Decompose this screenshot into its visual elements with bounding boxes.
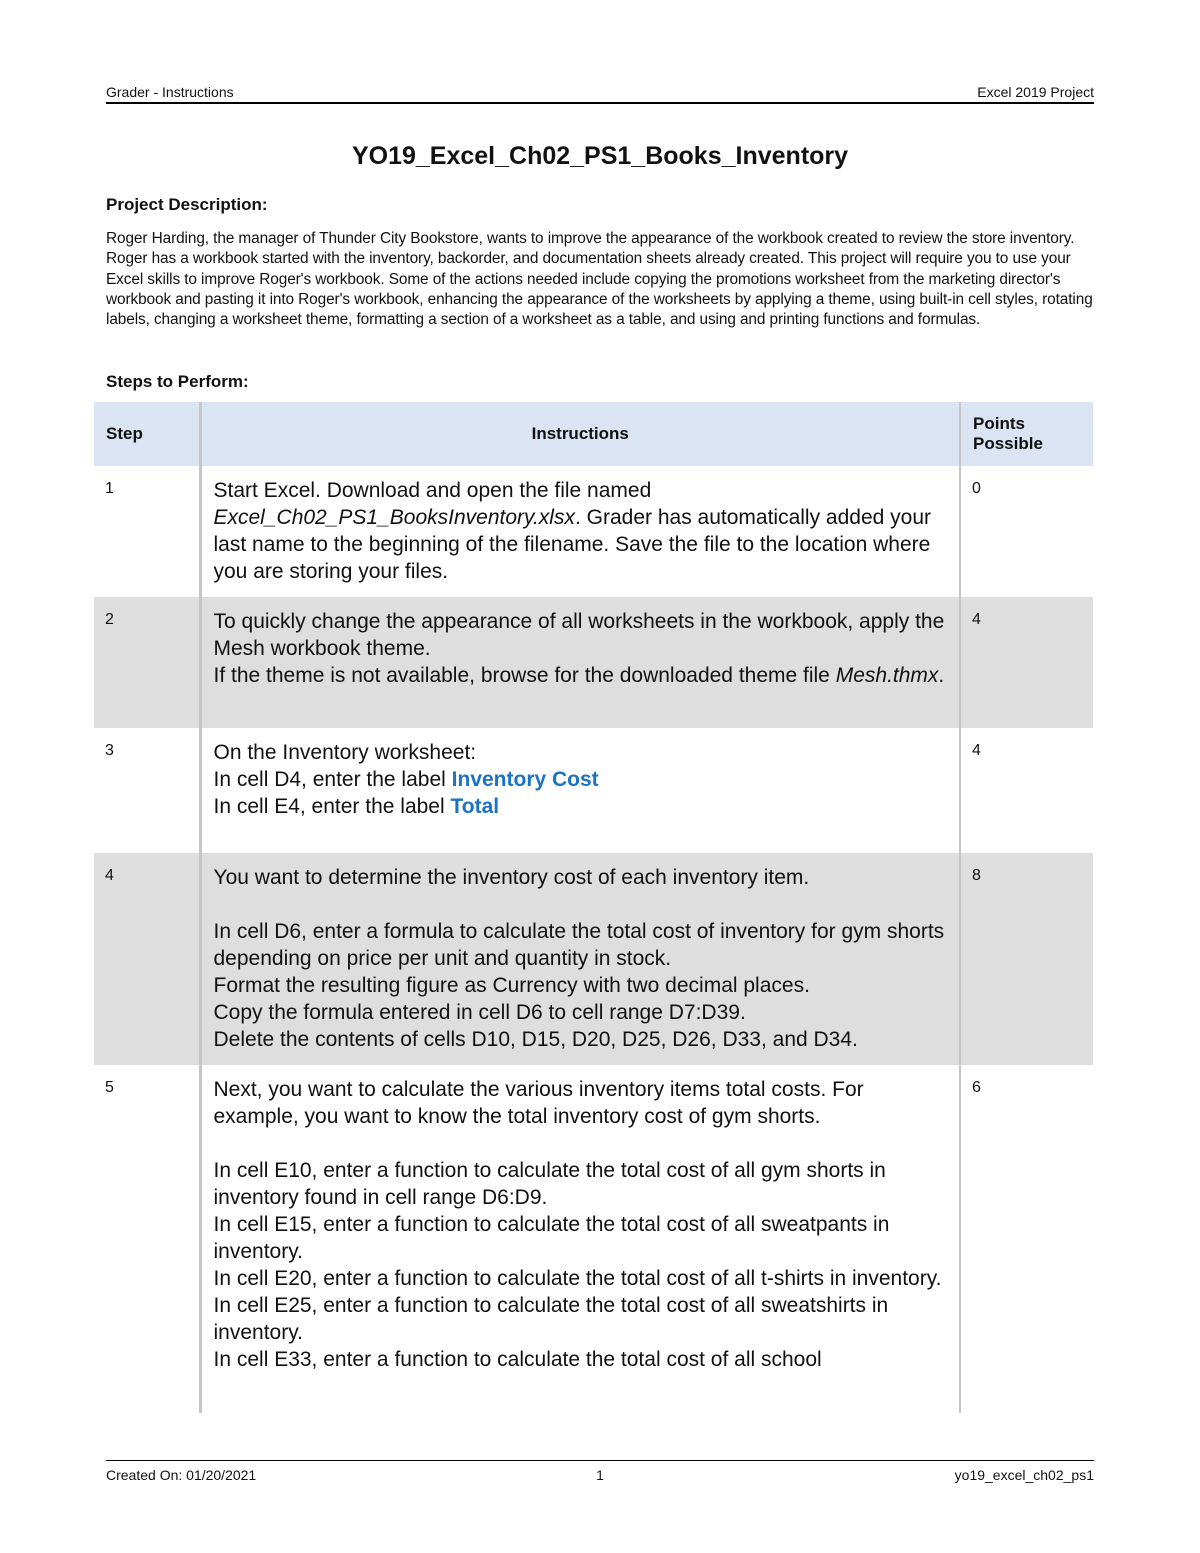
table-row [94,853,1093,1065]
project-description-text: Roger Harding, the manager of Thunder City Bookstore, wants to improve the appearance of the workbook created to review the store inventory. Roger has a workbook started with the inventory, backorder, and documentation sheets already created. This project will require you to use your Excel skills to improve Roger's workbook. Some of the actions needed include copying the promotions worksheet from the marketing director's workbook and pasting it into Roger's workbook, enhancing the appearance of the worksheets by applying a theme, using built-in cell styles, rotating labels, changing a worksheet theme, formatting a section of a worksheet as a table, and using and printing functions and formulas. [106,230,1093,329]
step-5-text-d: In cell E20, enter a function to calculate the total cost of all t-shirts in inventory. [213,1267,942,1290]
step-3-text-a: On the Inventory worksheet: [213,741,477,764]
step-2-filename: Mesh.thmx [835,664,939,687]
step-3-text-b: In cell D4, enter the label [213,768,446,791]
steps-table-header [94,402,1093,466]
step-number: 3 [94,728,200,853]
step-instructions [200,728,960,853]
table-row [94,597,1093,728]
step-number: 5 [94,1065,200,1413]
step-2-text-b: If the theme is not available, browse for the downloaded theme file [213,664,830,687]
step-4-text-d: Copy the formula entered in cell D6 to cell range D7:D39. [213,1001,746,1024]
header-points-line2: Possible [973,434,1043,453]
step-1-text-b: . Grader has automatically added your last name to the beginning of the filename. Save the file to the location where you are storing your files. [213,506,932,583]
step-5-text-b: In cell E10, enter a function to calculate the total cost of all gym shorts in inventory found in cell range D6:D9. [213,1159,886,1209]
steps-table [94,402,1093,1413]
step-5-text-c: In cell E15, enter a function to calculate the total cost of all sweatpants in inventory. [213,1213,890,1263]
step-points: 4 [960,597,1093,728]
step-points: 0 [972,480,981,497]
step-3-line-c [214,793,948,820]
step-3-value-inventory-cost: Inventory Cost [451,768,599,791]
step-number: 1 [94,466,200,597]
step-instructions [200,853,960,1065]
document-title: YO19_Excel_Ch02_PS1_Books_Inventory [351,142,849,170]
step-instructions [200,1065,960,1413]
table-row [94,1065,1093,1413]
step-points: 8 [960,853,1093,1065]
step-2-line-b [214,662,948,689]
step-points: 4 [972,742,981,759]
step-number: 4 [94,853,200,1065]
table-row [94,728,1093,853]
footer-created-on: Created On: 01/20/2021 [106,1467,257,1483]
header-right: Excel 2019 Project [977,84,1094,100]
step-1-filename: Excel_Ch02_PS1_BooksInventory.xlsx [213,506,575,529]
step-instructions [200,466,960,597]
step-5-text-a: Next, you want to calculate the various inventory items total costs. For example, you want to know the total inventory cost of gym shorts. [213,1078,864,1128]
step-5-text-f: In cell E33, enter a function to calculate the total cost of all school [213,1348,822,1371]
table-row [94,466,1093,597]
step-4-text-b: In cell D6, enter a formula to calculate the total cost of inventory for gym shorts depending on price per unit and quantity in stock. [213,920,945,970]
step-3-text-c: In cell E4, enter the label [213,795,445,818]
header-points-line1: Points [973,414,1025,433]
header-instructions: Instructions [200,402,960,466]
header-left: Grader - Instructions [106,84,234,100]
step-3-value-total: Total [450,795,500,818]
step-3-line-b [214,766,948,793]
step-instructions [200,597,960,728]
step-number: 2 [94,597,200,728]
step-2-text-a: To quickly change the appearance of all worksheets in the workbook, apply the Mesh workbook theme. [213,610,945,660]
step-2-end: . [938,664,945,687]
project-description-label: Project Description: [106,195,268,214]
step-4-text-c: Format the resulting figure as Currency with two decimal places. [213,974,810,997]
step-5-text-e: In cell E25, enter a function to calculate the total cost of all sweatshirts in inventory. [213,1294,889,1344]
header-points [960,402,1093,466]
header-step: Step [94,402,200,466]
step-4-text-e: Delete the contents of cells D10, D15, D20, D25, D26, D33, and D34. [213,1028,858,1051]
step-points: 6 [972,1079,981,1096]
step-1-text-a: Start Excel. Download and open the file named [213,479,652,502]
page-header [106,82,1094,104]
footer-page-number: 1 [596,1467,604,1483]
steps-label: Steps to Perform: [106,372,249,391]
step-4-text-a: You want to determine the inventory cost of each inventory item. [213,866,810,889]
page-footer [106,1460,1094,1483]
footer-file-id: yo19_excel_ch02_ps1 [954,1467,1094,1483]
